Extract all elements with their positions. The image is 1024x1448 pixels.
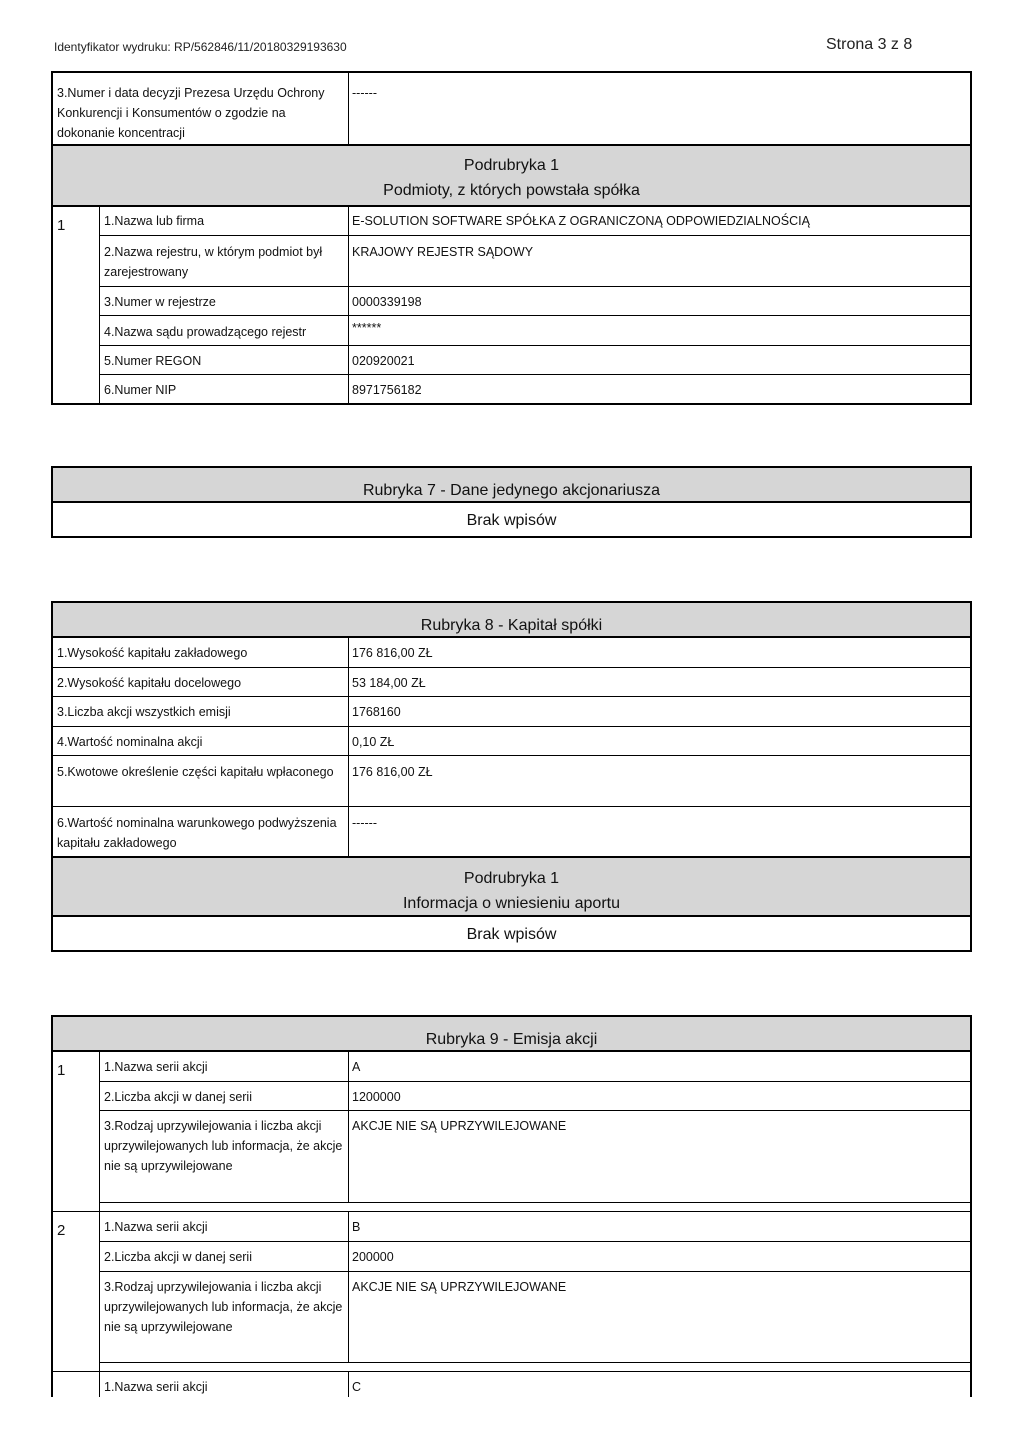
subrubric-empty: Brak wpisów <box>466 926 557 943</box>
capital-row <box>53 696 970 726</box>
entity-label: 2.Nazwa rejestru, w którym podmiot był zarejestrowany <box>100 236 349 286</box>
decision-value: ------ <box>352 86 377 100</box>
entity-label: 5.Numer REGON <box>100 346 349 374</box>
series-spacer <box>100 1362 970 1371</box>
entity-row <box>100 286 970 315</box>
capital-value: 53 184,00 ZŁ <box>352 676 426 690</box>
rubric-9-title: Rubryka 9 - Emisja akcji <box>53 1017 970 1052</box>
series-label: 1.Nazwa serii akcji <box>100 1212 349 1241</box>
series-label: 2.Liczba akcji w danej serii <box>100 1082 349 1110</box>
rubric-7-empty: Brak wpisów <box>466 512 557 529</box>
capital-value: 0,10 ZŁ <box>352 735 395 749</box>
series-value: AKCJE NIE SĄ UPRZYWILEJOWANE <box>352 1119 567 1133</box>
capital-label: 3.Liczba akcji wszystkich emisji <box>53 697 349 726</box>
series-label: 2.Liczba akcji w danej serii <box>100 1242 349 1271</box>
entity-value: KRAJOWY REJESTR SĄDOWY <box>352 245 534 259</box>
rubric-9 <box>51 1015 972 1397</box>
series-index: 2 <box>53 1212 100 1371</box>
capital-value: 176 816,00 ZŁ <box>352 646 433 660</box>
entity-row <box>100 207 970 235</box>
series-index: 1 <box>53 1052 100 1211</box>
decision-label: 3.Numer i data decyzji Prezesa Urzędu Ochrony Konkurencji i Konsumentów o zgodzie na dokonanie koncentracji <box>53 73 349 144</box>
rubric-8-title: Rubryka 8 - Kapitał spółki <box>53 603 970 638</box>
series-index <box>53 1372 100 1397</box>
series-row <box>100 1110 970 1202</box>
series-value: A <box>352 1060 361 1074</box>
entity-value: ****** <box>352 321 382 335</box>
capital-label: 1.Wysokość kapitału zakładowego <box>53 638 349 667</box>
entity-label: 4.Nazwa sądu prowadzącego rejestr <box>100 316 349 345</box>
capital-value: 176 816,00 ZŁ <box>352 765 433 779</box>
entity-row <box>100 374 970 403</box>
series-value: AKCJE NIE SĄ UPRZYWILEJOWANE <box>352 1280 567 1294</box>
rubric-7 <box>51 466 972 538</box>
entity-row <box>100 235 970 286</box>
series-row <box>100 1271 970 1362</box>
capital-label: 6.Wartość nominalna warunkowego podwyższenia kapitału zakładowego <box>53 807 349 856</box>
capital-row <box>53 755 970 806</box>
subrubric-title: Podrubryka 1 <box>463 870 560 887</box>
subrubric-subtitle: Informacja o wniesieniu aportu <box>402 895 620 912</box>
series-value: 200000 <box>352 1250 394 1264</box>
page-number: Strona 3 z 8 <box>826 36 913 53</box>
capital-value: ------ <box>352 816 377 830</box>
series-label: 1.Nazwa serii akcji <box>100 1372 349 1397</box>
entity-value: E-SOLUTION SOFTWARE SPÓŁKA Z OGRANICZONĄ ODPOWIEDZIALNOŚCIĄ <box>352 214 810 228</box>
entity-row <box>100 345 970 374</box>
entity-index: 1 <box>53 207 100 403</box>
subrubric-subtitle: Podmioty, z których powstała spółka <box>383 182 640 199</box>
series-value: B <box>352 1220 361 1234</box>
series-row <box>100 1052 970 1081</box>
series-row <box>100 1081 970 1110</box>
rubric-7-title: Rubryka 7 - Dane jedynego akcjonariusza <box>53 468 970 503</box>
series-row <box>100 1241 970 1271</box>
series-value: C <box>352 1380 362 1394</box>
series-spacer <box>100 1202 970 1211</box>
rubric-8 <box>51 601 972 952</box>
series-group <box>53 1371 970 1397</box>
capital-label: 2.Wysokość kapitału docelowego <box>53 668 349 696</box>
series-label: 3.Rodzaj uprzywilejowania i liczba akcji uprzywilejowanych lub informacja, że akcje nie są uprzywilejowane <box>100 1272 349 1362</box>
series-group <box>53 1211 970 1371</box>
capital-row <box>53 726 970 755</box>
series-value: 1200000 <box>352 1090 401 1104</box>
series-label: 3.Rodzaj uprzywilejowania i liczba akcji uprzywilejowanych lub informacja, że akcje nie są uprzywilejowane <box>100 1111 349 1202</box>
entity-label: 1.Nazwa lub firma <box>100 207 349 235</box>
capital-row <box>53 638 970 667</box>
capital-row <box>53 806 970 856</box>
capital-label: 4.Wartość nominalna akcji <box>53 727 349 755</box>
subrubric-header <box>53 144 970 205</box>
decision-row <box>53 73 970 144</box>
capital-row <box>53 667 970 696</box>
capital-value: 1768160 <box>352 705 401 719</box>
section-entities <box>51 71 972 405</box>
entity-label: 3.Numer w rejestrze <box>100 287 349 315</box>
entity-value: 020920021 <box>352 354 415 368</box>
entity-value: 8971756182 <box>352 383 422 397</box>
series-group <box>53 1052 970 1211</box>
series-row <box>100 1212 970 1241</box>
entity-label: 6.Numer NIP <box>100 375 349 403</box>
series-label: 1.Nazwa serii akcji <box>100 1052 349 1081</box>
entity-row <box>100 315 970 345</box>
series-row <box>100 1372 970 1397</box>
subrubric-header <box>53 856 970 917</box>
capital-label: 5.Kwotowe określenie części kapitału wpłaconego <box>53 756 349 806</box>
entity-value: 0000339198 <box>352 295 422 309</box>
print-identifier: Identyfikator wydruku: RP/562846/11/20180329193630 <box>54 40 347 54</box>
entity-group <box>53 205 970 403</box>
subrubric-title: Podrubryka 1 <box>463 157 560 174</box>
